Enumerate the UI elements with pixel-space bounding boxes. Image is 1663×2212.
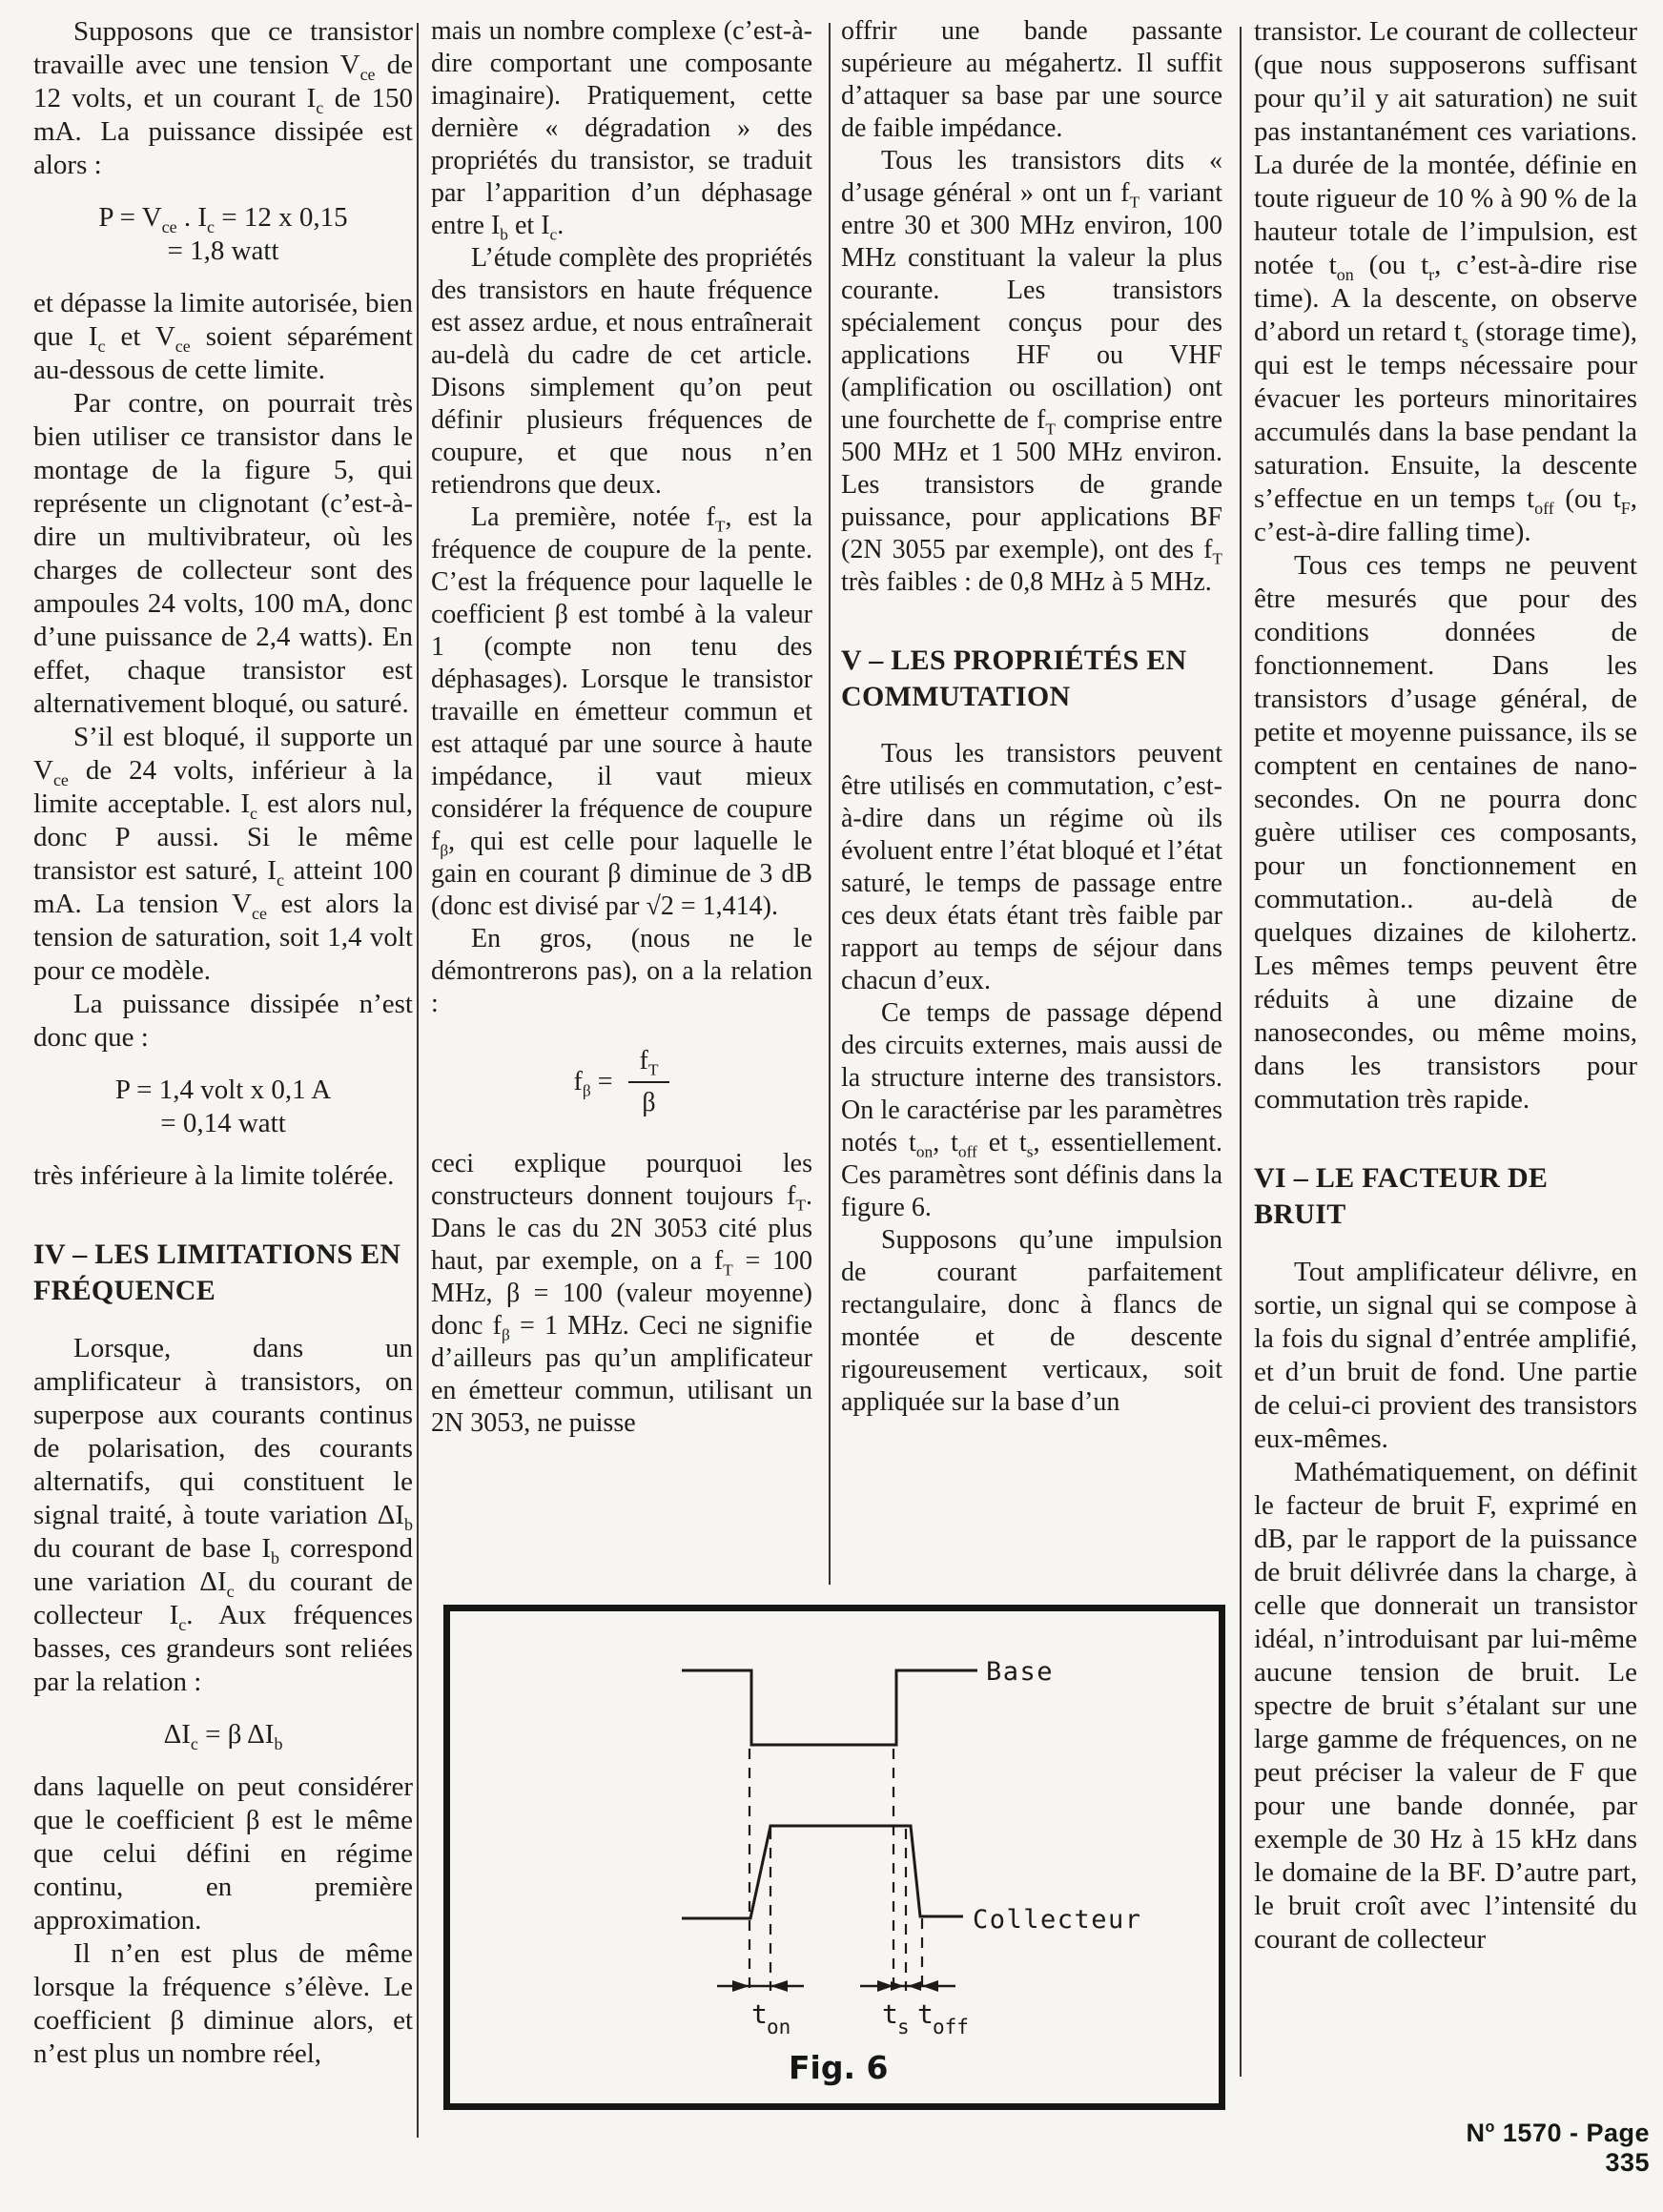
ts-label-t: t — [882, 1998, 898, 2030]
ts-label-sub: s — [897, 2016, 910, 2038]
paragraph: ceci explique pourquoi les constructeurs donnent toujours $f_T$. Dans le cas du 2N 3053 cité plus haut, par exemple, on a $f_T = 100$ MHz, β = 100 (valeur moyenne) donc $f_\beta = 1$ MHz. Ceci ne signifie d’ailleurs pas qu’un amplificateur en émetteur commun, utilisant un 2N 3053, ne puisse — [431, 1149, 812, 1438]
paragraph: S’il est bloqué, il supporte un $V_{ce}$ de 24 volts, inférieur à la limite acceptable. $I_c$ est alors nul, donc P aussi. Si le même transistor est saturé, $I_c$ atteint 100 mA. La tension $V_{ce}$ est alors la tension de saturation, soit 1,4 volt pour ce modèle. — [33, 722, 413, 986]
paragraph: Lorsque, dans un amplificateur à transistors, on superpose aux courants continus de polarisation, des courants alternatifs, qui constituent le signal traité, à toute variation $\Delta I_b$ du courant de base $I_b$ correspond une variation $\Delta I_c$ du courant de collecteur $I_c$. Aux fréquences basses, ces grandeurs sont reliées par la relation : — [33, 1333, 413, 1697]
collector-label: Collecteur — [973, 1905, 1142, 1935]
paragraph: Par contre, on pourrait très bien utiliser ce transistor dans le montage de la figure 5, qui représente un clignotant (c’est-à-dire un multivibrateur, où les charges de collecteur sont des ampoules 24 volts, 100 mA, donc d’une puissance de 2,4 watts). En effet, chaque transistor est alternativement bloqué, ou saturé. — [33, 388, 413, 719]
column-3 — [841, 15, 1222, 1598]
figure-6-box — [443, 1605, 1225, 2110]
equation-line: P = 1,4 volt x 0,1 A — [114, 1075, 332, 1105]
paragraph: Tous ces temps ne peuvent être mesurés que pour des conditions données de fonctionnement. Dans les transistors d’usage général, de petite et moyenne puissance, ils se comptent en centaines de nano-secondes. On ne pourra donc guère utiliser ces composants, pour un fonctionnement en commutation.. au-delà de quelques dizaines de kilohertz. Les mêmes temps peuvent être réduits à une dizaine de nanosecondes, ou même moins, dans les transistors pour commutation très rapide. — [1254, 550, 1637, 1115]
timing-diagram — [450, 1611, 1219, 2103]
section-heading-v: V – LES PROPRIÉTÉS EN COMMUTATION — [841, 645, 1187, 712]
equation-line: $P = V_{ce}$ . $I_c = 12$ x 0,15 — [98, 202, 348, 236]
column-1 — [33, 15, 413, 2199]
equation-fbeta — [431, 1045, 812, 1119]
equation-delta — [33, 1718, 413, 1751]
paragraph: Tout amplificateur délivre, en sortie, un signal qui se compose à la fois du signal d’entrée amplifié, et d’un bruit de fond. Une partie de celui-ci provient des transistors eux-mêmes. — [1254, 1257, 1637, 1454]
section-heading-vi: VI – LE FACTEUR DE BRUIT — [1254, 1162, 1549, 1230]
fraction-lhs: $f_\beta$ = — [573, 1067, 613, 1100]
equation-line: $\Delta I_c = \beta$ $\Delta I_b$ — [163, 1719, 283, 1753]
column-4 — [1254, 15, 1637, 2201]
equation-line: = 0,14 watt — [160, 1108, 286, 1138]
page-footer: $N^o$ 1570 - Page 335 — [1466, 2119, 1650, 2177]
section-heading-iv: IV – LES LIMITATIONS EN FRÉQUENCE — [33, 1239, 401, 1306]
equation-power-1 — [33, 201, 413, 268]
arrowhead-double-left — [891, 1981, 904, 1991]
paragraph: Tous les transistors dits « d’usage général » ont un $f_T$ variant entre 30 et 300 MHz environ, 100 MHz constituant la valeur la plus courante. Les transistors spécialement conçus pour des applications HF ou VHF (amplification ou oscillation) ont une fourchette de $f_T$ comprise entre 500 MHz et 1 500 MHz environ. Les transistors de grande puissance, pour applications BF (2N 3055 par exemple), ont des $f_T$ très faibles : de 0,8 MHz à 5 MHz. — [841, 146, 1222, 597]
column-divider-2 — [829, 23, 831, 1585]
column-divider-1 — [417, 23, 419, 2138]
toff-label-sub: off — [933, 2016, 969, 2038]
paragraph: Mathématiquement, on définit le facteur de bruit F, exprimé en dB, par le rapport de la puissance de bruit délivrée dans la charge, à celle que donnerait un transistor idéal, n’introduisant par lui-même aucune tension de bruit. Le spectre de bruit s’étalant sur une large gamme de fréquences, on ne peut préciser la valeur de F que pour une bande donnée, par exemple de 30 Hz à 15 kHz dans le domaine de la BF. D’autre part, le bruit croît avec l’intensité du courant de collecteur — [1254, 1457, 1637, 1955]
toff-label-t: t — [917, 1998, 934, 2030]
paragraph: transistor. Le courant de collecteur (que nous supposerons suffisant pour qu’il y ait saturation) ne suit pas instantanément ces variations. La durée de la montée, définie en toute rigueur de 10 % à 90 % de la hauteur totale de l’impulsion, est notée $t_{on}$ (ou $t_r$, c’est-à-dire rise time). A la descente, on observe d’abord un retard $t_s$ (storage time), qui est le temps nécessaire pour évacuer les porteurs minoritaires accumulés dans la base pendant la saturation. Ensuite, la descente s’effectue en un temps $t_{off}$ (ou $t_F$, c’est-à-dire falling time). — [1254, 16, 1637, 547]
paragraph: offrir une bande passante supérieure au mégahertz. Il suffit d’attaquer sa base par une source de faible impédance. — [841, 16, 1222, 143]
paragraph: Ce temps de passage dépend des circuits externes, mais aussi de la structure interne des transistors. On le caractérise par les paramètres notés $t_{on}$, $t_{off}$ et $t_s$, essentiellement. Ces paramètres sont définis dans la figure 6. — [841, 998, 1222, 1222]
paragraph: En gros, (nous ne le démontrerons pas), on a la relation : — [431, 924, 812, 1018]
paragraph: Il n’en est plus de même lorsque la fréquence s’élève. Le coefficient β diminue alors, et n’est plus un nombre réel, — [33, 1938, 413, 2069]
paragraph: La puissance dissipée n’est donc que : — [33, 989, 413, 1053]
equation-power-2 — [33, 1074, 413, 1140]
paragraph: La première, notée $f_T$, est la fréquence de coupure de la pente. C’est la fréquence pour laquelle le coefficient β est tombé à la valeur 1 (compte non tenu des déphasages). Lorsque le transistor travaille en émetteur commun et est attaqué par une source à haute impédance, il vaut mieux considérer la fréquence de coupure $f_\beta$, qui est celle pour laquelle le gain en courant β diminue de 3 dB (donc est divisé par √2 = 1,414). — [431, 502, 812, 921]
paragraph: Supposons que ce transistor travaille avec une tension $V_{ce}$ de 12 volts, et un courant $I_c$ de 150 mA. La puissance dissipée est alors : — [33, 16, 413, 180]
fraction-denominator: β — [642, 1088, 656, 1117]
ton-label-t: t — [751, 1998, 768, 2030]
fraction — [628, 1045, 670, 1119]
paragraph: L’étude complète des propriétés des transistors en haute fréquence est assez ardue, et nous entraînerait au-delà du cadre de cet article. Disons simplement qu’on peut définir plusieurs fréquences de coupure, et que nous n’en retiendrons que deux. — [431, 243, 812, 500]
paragraph: mais un nombre complexe (c’est-à-dire comportant une composante imaginaire). Pratiquement, cette dernière « dégradation » des propriétés du transistor, se traduit par l’apparition d’un déphasage entre $I_b$ et $I_c$. — [431, 16, 812, 244]
paragraph: et dépasse la limite autorisée, bien que $I_c$ et $V_{ce}$ soient séparément au-dessous de cette limite. — [33, 288, 413, 385]
equation-line: = 1,8 watt — [167, 236, 279, 266]
column-divider-3 — [1240, 27, 1242, 2077]
base-label: Base — [986, 1657, 1055, 1687]
figure-caption: Fig. 6 — [789, 2049, 889, 2086]
base-waveform — [682, 1670, 977, 1745]
fraction-numerator: $f_T$ — [628, 1045, 670, 1083]
paragraph: Supposons qu’une impulsion de courant parfaitement rectangulaire, donc à flancs de montée et de descente rigoureusement verticaux, soit appliquée sur la base d’un — [841, 1225, 1222, 1417]
paragraph: très inférieure à la limite tolérée. — [33, 1160, 395, 1191]
arrowhead-left — [922, 1980, 938, 1992]
column-2 — [431, 15, 812, 1593]
arrowhead-right — [732, 1980, 749, 1992]
paragraph: dans laquelle on peut considérer que le coefficient β est le même que celui défini en régime continu, en première approximation. — [33, 1772, 413, 1936]
paragraph: Tous les transistors peuvent être utilisés en commutation, c’est-à-dire dans un régime où ils évoluent entre l’état bloqué et l’état saturé, le temps de passage entre ces deux états étant très faible par rapport au temps de séjour dans chacun d’eux. — [841, 739, 1222, 995]
arrowhead-double-right — [908, 1981, 921, 1991]
arrowhead-left — [770, 1980, 788, 1992]
collector-waveform — [682, 1826, 963, 1918]
ton-label-sub: on — [767, 2016, 791, 2038]
